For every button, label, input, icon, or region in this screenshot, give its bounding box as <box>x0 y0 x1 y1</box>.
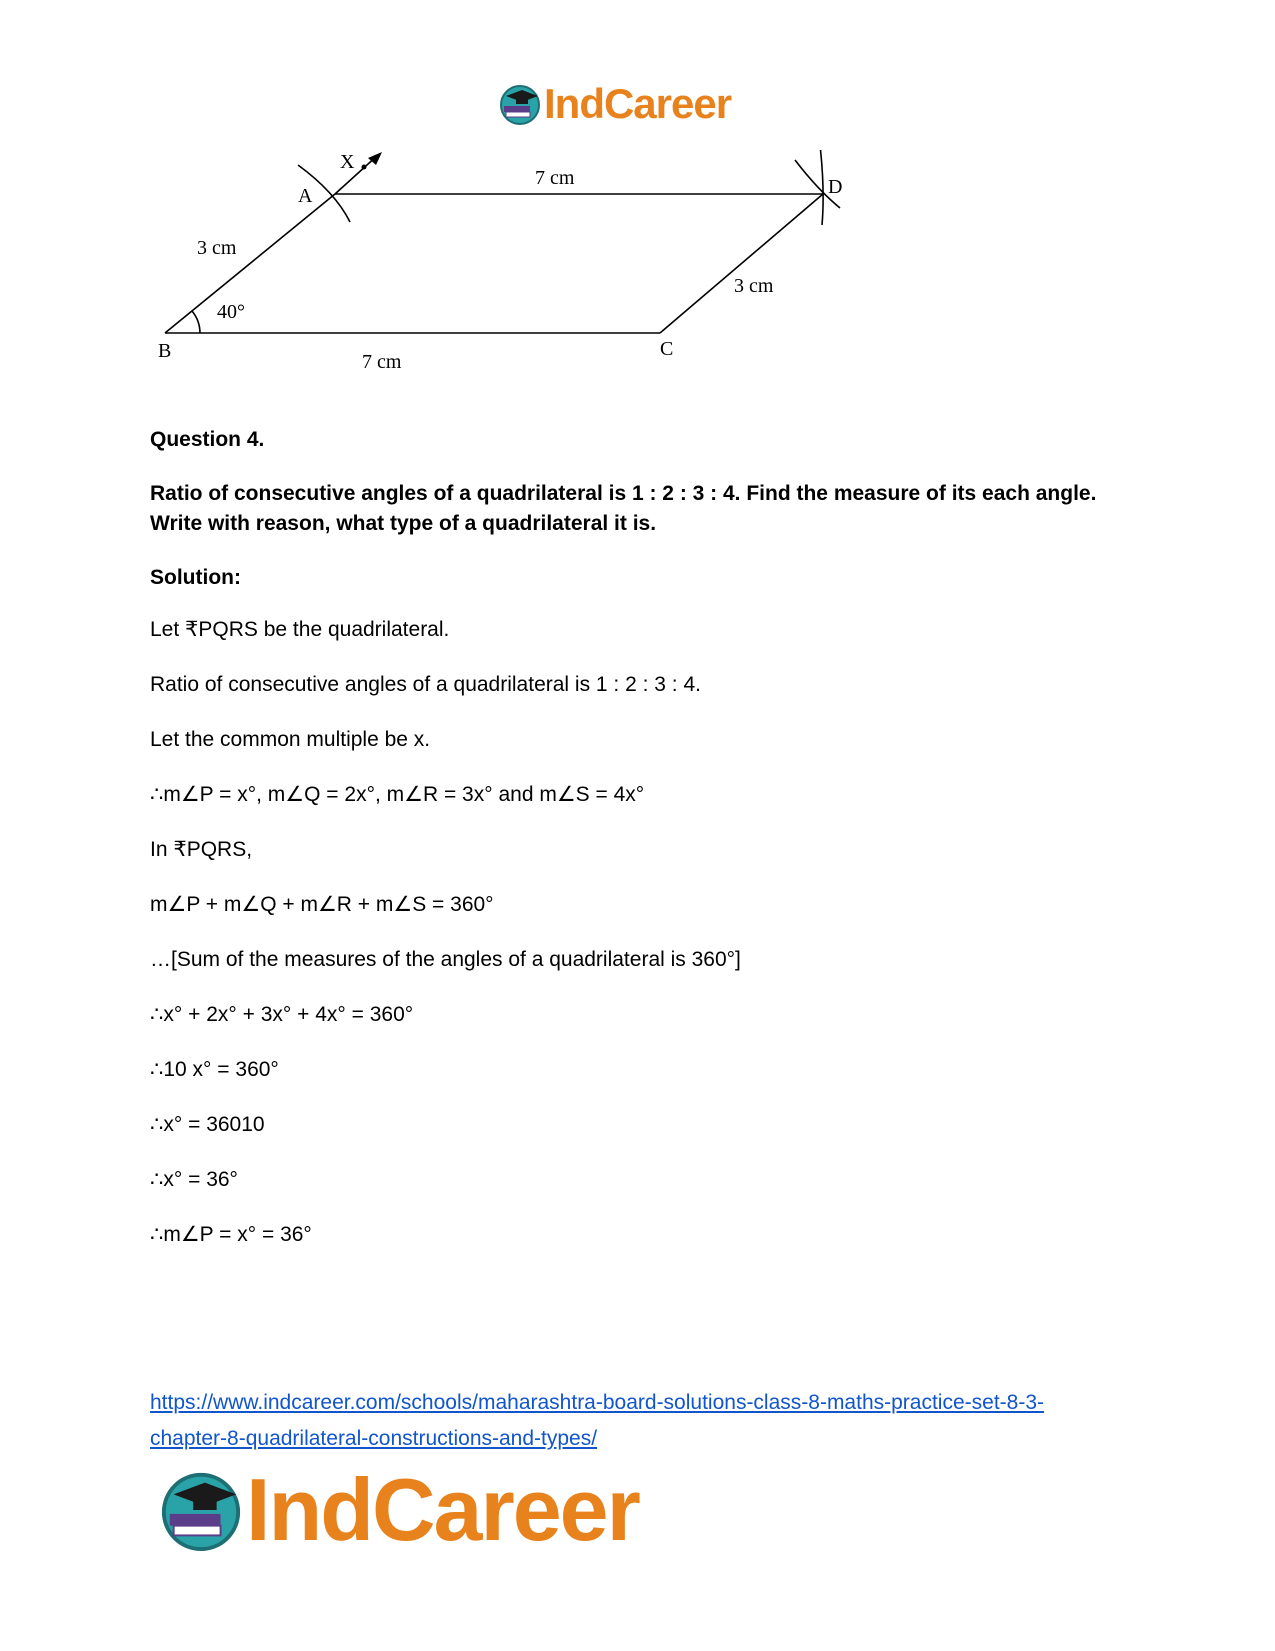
source-link[interactable] <box>150 1385 1150 1457</box>
side-dc <box>660 194 823 333</box>
angle-label-b: 40° <box>217 301 245 323</box>
graduation-cap-book-globe-icon <box>158 1467 244 1553</box>
solution-line: m∠P + m∠Q + m∠R + m∠S = 360° <box>150 893 494 916</box>
length-label-ad: 7 cm <box>535 167 575 189</box>
vertex-label-c: C <box>660 338 674 360</box>
solution-line: In ₹PQRS, <box>150 838 253 861</box>
parallelogram-construction-figure <box>150 150 910 400</box>
point-x-dot <box>362 165 367 170</box>
question-title: Question 4. <box>150 428 265 451</box>
angle-arc-b <box>192 311 200 333</box>
graduation-cap-book-globe-icon <box>498 82 542 126</box>
main-content <box>150 425 1130 1275</box>
indcareer-logo-bottom <box>158 1460 639 1560</box>
source-link-line-1[interactable]: https://www.indcareer.com/schools/maharashtra-board-solutions-class-8-maths-practice-set-8-3- <box>150 1391 1044 1414</box>
arc-mark-d2 <box>820 150 823 225</box>
source-link-line-2[interactable]: chapter-8-quadrilateral-constructions-and-types/ <box>150 1427 598 1450</box>
solution-line: ∴m∠P = x° = 36° <box>150 1223 312 1246</box>
solution-line: ∴x° + 2x° + 3x° + 4x° = 360° <box>150 1003 414 1026</box>
brand-name: IndCareer <box>246 1460 639 1559</box>
solution-line: ∴x° = 36010 <box>150 1113 265 1136</box>
vertex-label-a: A <box>298 185 313 207</box>
length-label-ab: 3 cm <box>197 237 237 259</box>
length-label-bc: 7 cm <box>362 351 402 373</box>
indcareer-logo-top <box>498 76 731 132</box>
length-label-cd: 3 cm <box>734 275 774 297</box>
solution-line: …[Sum of the measures of the angles of a quadrilateral is 360°] <box>150 948 741 971</box>
vertex-label-b: B <box>158 340 172 362</box>
solution-line: Ratio of consecutive angles of a quadrilateral is 1 : 2 : 3 : 4. <box>150 673 701 696</box>
solution-line: ∴m∠P = x°, m∠Q = 2x°, m∠R = 3x° and m∠S = 4x° <box>150 783 645 806</box>
question-text: Ratio of consecutive angles of a quadrilateral is 1 : 2 : 3 : 4. Find the measure of its each angle. Write with reason, what type of a quadrilateral it is. <box>150 482 1097 535</box>
vertex-label-d: D <box>828 176 843 198</box>
solution-line: Let the common multiple be x. <box>150 728 431 751</box>
side-ba <box>165 194 335 333</box>
brand-name: IndCareer <box>544 80 732 127</box>
solution-title: Solution: <box>150 566 241 589</box>
solution-line: ∴10 x° = 360° <box>150 1058 279 1081</box>
solution-line: ∴x° = 36° <box>150 1168 238 1191</box>
vertex-label-x: X <box>340 151 355 173</box>
solution-line: Let ₹PQRS be the quadrilateral. <box>150 618 450 641</box>
